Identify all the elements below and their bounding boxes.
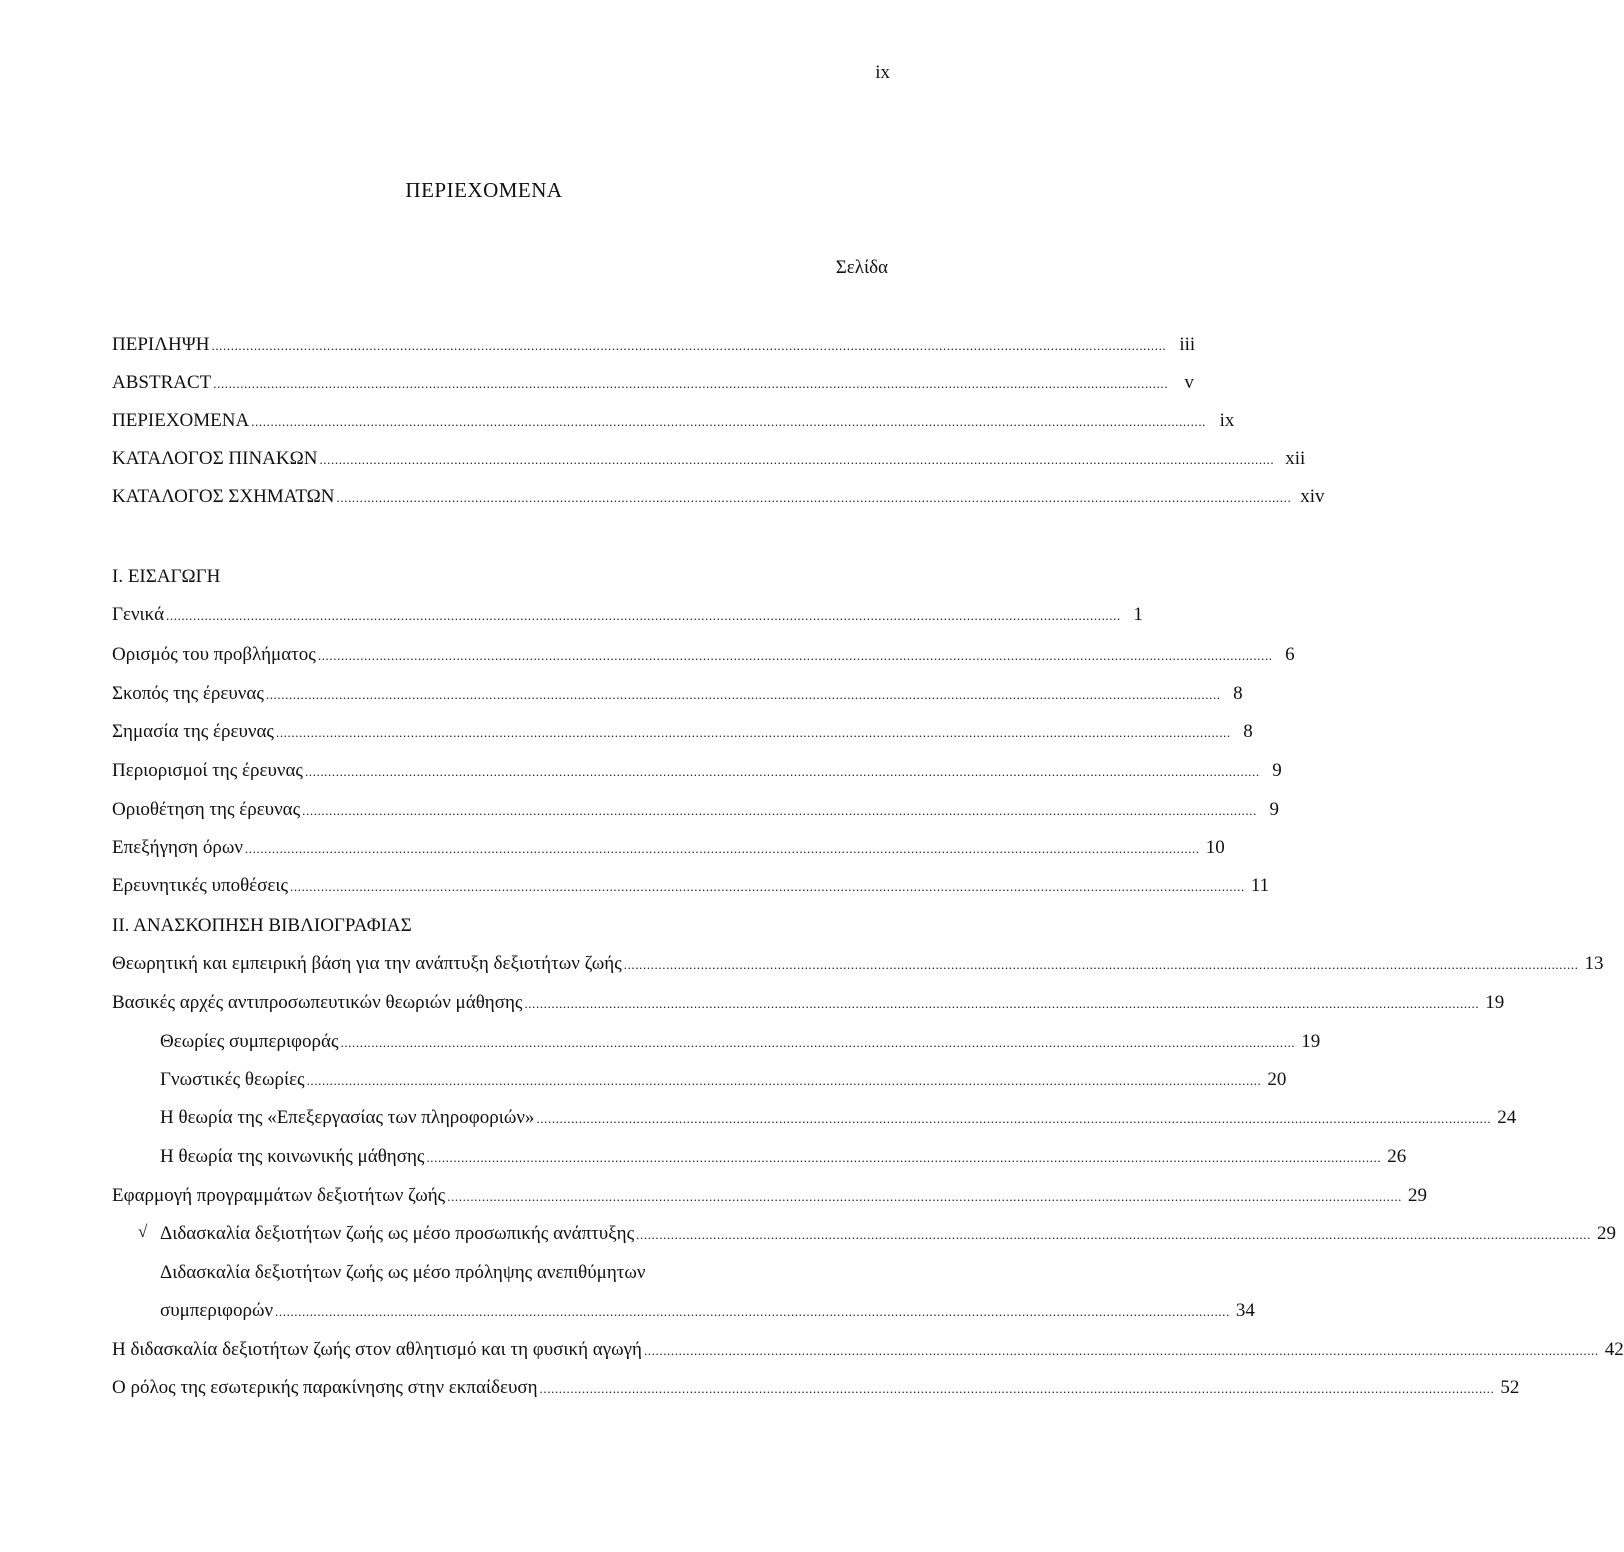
toc-entry-page: 29 [1596, 1223, 1616, 1244]
toc-entry-page: v [1184, 372, 1194, 393]
toc-entry-page: 19 [1485, 992, 1505, 1013]
toc-entry-label: Επεξήγηση όρων [112, 837, 243, 858]
toc-entry-label: Ο ρόλος της εσωτερικής παρακίνησης στην εκπαίδευση [112, 1377, 538, 1398]
toc-entry-page: 13 [1584, 953, 1604, 974]
toc-entry-label: Ορισμός του προβλήματος [112, 644, 316, 665]
page-column-heading: Σελίδα [835, 257, 888, 278]
toc-entry-label: Εφαρμογή προγραμμάτων δεξιοτήτων ζωής [112, 1185, 446, 1206]
toc-entry-page: 1 [1133, 604, 1143, 625]
toc-entry-page: xiv [1300, 486, 1325, 507]
toc-entry-page: 10 [1205, 837, 1225, 858]
dot-leader: ........................................................................................................................................................................................................................................................ [166, 608, 1121, 623]
toc-entry [112, 798, 1279, 822]
toc-entry [112, 682, 1243, 706]
toc-entry-page: 6 [1285, 644, 1295, 665]
dot-leader: ........................................................................................................................................................................................................................................................ [536, 1111, 1492, 1126]
toc-entry [112, 759, 1282, 783]
dot-leader: ........................................................................................................................................................................................................................................................ [426, 1150, 1382, 1165]
toc-entry [112, 643, 1295, 667]
toc-entry-label: ΚΑΤΑΛΟΓΟΣ ΣΧΗΜΑΤΩΝ [112, 486, 335, 507]
toc-entry-label: Βασικές αρχές αντιπροσωπευτικών θεωριών μάθησης [112, 992, 523, 1013]
toc-subentry [160, 1222, 1616, 1246]
toc-entry-label: Γενικά [112, 604, 165, 625]
toc-entry-page: 9 [1272, 760, 1282, 781]
toc-entry-label: Η θεωρία της «Επεξεργασίας των πληροφοριών» [160, 1107, 535, 1128]
dot-leader: ........................................................................................................................................................................................................................................................ [265, 687, 1221, 702]
toc-entry [112, 1184, 1428, 1208]
dot-leader: ........................................................................................................................................................................................................................................................ [319, 452, 1275, 467]
toc-entry-figures [112, 485, 1325, 509]
toc-subentry [160, 1106, 1517, 1130]
toc-entry-page: iii [1179, 334, 1196, 355]
dot-leader: ........................................................................................................................................................................................................................................................ [244, 841, 1200, 856]
toc-entry-page: 8 [1243, 721, 1253, 742]
dot-leader: ........................................................................................................................................................................................................................................................ [213, 376, 1169, 391]
toc-entry-label: Σημασία της έρευνας [112, 721, 274, 742]
dot-leader: ........................................................................................................................................................................................................................................................ [251, 414, 1207, 429]
dot-leader: ........................................................................................................................................................................................................................................................ [623, 957, 1579, 972]
toc-entry-page: ix [1219, 410, 1235, 431]
toc-entry-tables [112, 447, 1306, 471]
dot-leader: ........................................................................................................................................................................................................................................................ [340, 1035, 1296, 1050]
toc-entry-label: ΠΕΡΙΛΗΨΗ [112, 334, 210, 355]
toc-entry [112, 952, 1604, 976]
toc-entry-page: 24 [1497, 1107, 1517, 1128]
dot-leader: ........................................................................................................................................................................................................................................................ [275, 725, 1231, 740]
toc-entry-page: 8 [1233, 683, 1243, 704]
toc-entry [112, 603, 1143, 627]
dot-leader: ........................................................................................................................................................................................................................................................ [302, 803, 1257, 818]
toc-entry-label: Γνωστικές θεωρίες [160, 1069, 305, 1090]
toc-entry-page: xii [1285, 448, 1306, 469]
toc-entry-page: 9 [1269, 799, 1279, 820]
toc-entry-abstract-gr [112, 333, 1196, 357]
toc-entry-page: 42 [1604, 1339, 1624, 1360]
toc-entry-abstract-en [112, 371, 1194, 395]
check-mark-icon: √ [138, 1222, 148, 1241]
dot-leader: ........................................................................................................................................................................................................................................................ [636, 1227, 1591, 1242]
dot-leader: ........................................................................................................................................................................................................................................................ [447, 1189, 1403, 1204]
toc-entry-page: 29 [1408, 1185, 1428, 1206]
toc-entry-label: Οριοθέτηση της έρευνας [112, 799, 301, 820]
toc-entry-label: Η διδασκαλία δεξιοτήτων ζωής στον αθλητισμό και τη φυσική αγωγή [112, 1339, 642, 1360]
toc-subentry-line-2 [160, 1299, 1255, 1323]
toc-subentry [160, 1068, 1287, 1092]
toc-entry-label: Σκοπός της έρευνας [112, 683, 264, 704]
chapter-2-heading: ΙΙ. ΑΝΑΣΚΟΠΗΣΗ ΒΙΒΛΙΟΓΡΑΦΙΑΣ [112, 915, 412, 936]
toc-subentry [160, 1030, 1321, 1054]
dot-leader: ........................................................................................................................................................................................................................................................ [211, 338, 1167, 353]
toc-entry-page: 52 [1500, 1377, 1520, 1398]
toc-entry [112, 1338, 1624, 1362]
toc-entry [112, 720, 1253, 744]
toc-entry-label: Διδασκαλία δεξιοτήτων ζωής ως μέσο προσωπικής ανάπτυξης [160, 1223, 635, 1244]
toc-entry-label: ΠΕΡΙΕΧΟΜΕΝΑ [112, 410, 250, 431]
dot-leader: ........................................................................................................................................................................................................................................................ [539, 1381, 1495, 1396]
toc-entry [112, 1376, 1520, 1400]
page-title [0, 178, 1024, 203]
toc-entry-label: ABSTRACT [112, 372, 212, 393]
toc-entry-page: 26 [1387, 1146, 1407, 1167]
toc-entry [112, 874, 1270, 898]
title-text: ΠΕΡΙΕΧΟΜΕΝΑ [405, 178, 563, 202]
toc-entry-page: 19 [1301, 1031, 1321, 1052]
toc-entry-label: Περιορισμοί της έρευνας [112, 760, 303, 781]
toc-entry-page: 34 [1235, 1300, 1255, 1321]
toc-entry-label: ΚΑΤΑΛΟΓΟΣ ΠΙΝΑΚΩΝ [112, 448, 318, 469]
toc-entry-label: Θεωρητική και εμπειρική βάση για την ανάπτυξη δεξιοτήτων ζωής [112, 953, 622, 974]
dot-leader: ........................................................................................................................................................................................................................................................ [317, 648, 1273, 663]
dot-leader: ........................................................................................................................................................................................................................................................ [306, 1073, 1262, 1088]
dot-leader: ........................................................................................................................................................................................................................................................ [524, 996, 1480, 1011]
toc-entry-label: Θεωρίες συμπεριφοράς [160, 1031, 339, 1052]
dot-leader: ........................................................................................................................................................................................................................................................ [275, 1304, 1230, 1319]
dot-leader: ........................................................................................................................................................................................................................................................ [643, 1343, 1599, 1358]
dot-leader: ........................................................................................................................................................................................................................................................ [336, 490, 1292, 505]
toc-entry-contents [112, 409, 1235, 433]
page-number: ix [875, 62, 890, 83]
toc-entry [112, 836, 1225, 860]
toc-entry-page: 20 [1267, 1069, 1287, 1090]
chapter-1-heading: Ι. ΕΙΣΑΓΩΓΗ [112, 566, 221, 587]
dot-leader: ........................................................................................................................................................................................................................................................ [290, 879, 1245, 894]
toc-subentry-line-1: Διδασκαλία δεξιοτήτων ζωής ως μέσο πρόληψης ανεπιθύμητων [160, 1262, 646, 1283]
dot-leader: ........................................................................................................................................................................................................................................................ [304, 764, 1260, 779]
toc-entry-label: Ερευνητικές υποθέσεις [112, 875, 289, 896]
toc-entry-label: συμπεριφορών [160, 1300, 274, 1321]
toc-entry-page: 11 [1250, 875, 1270, 896]
toc-entry [112, 991, 1505, 1015]
toc-subentry [160, 1145, 1407, 1169]
toc-entry-label: Η θεωρία της κοινωνικής μάθησης [160, 1146, 425, 1167]
